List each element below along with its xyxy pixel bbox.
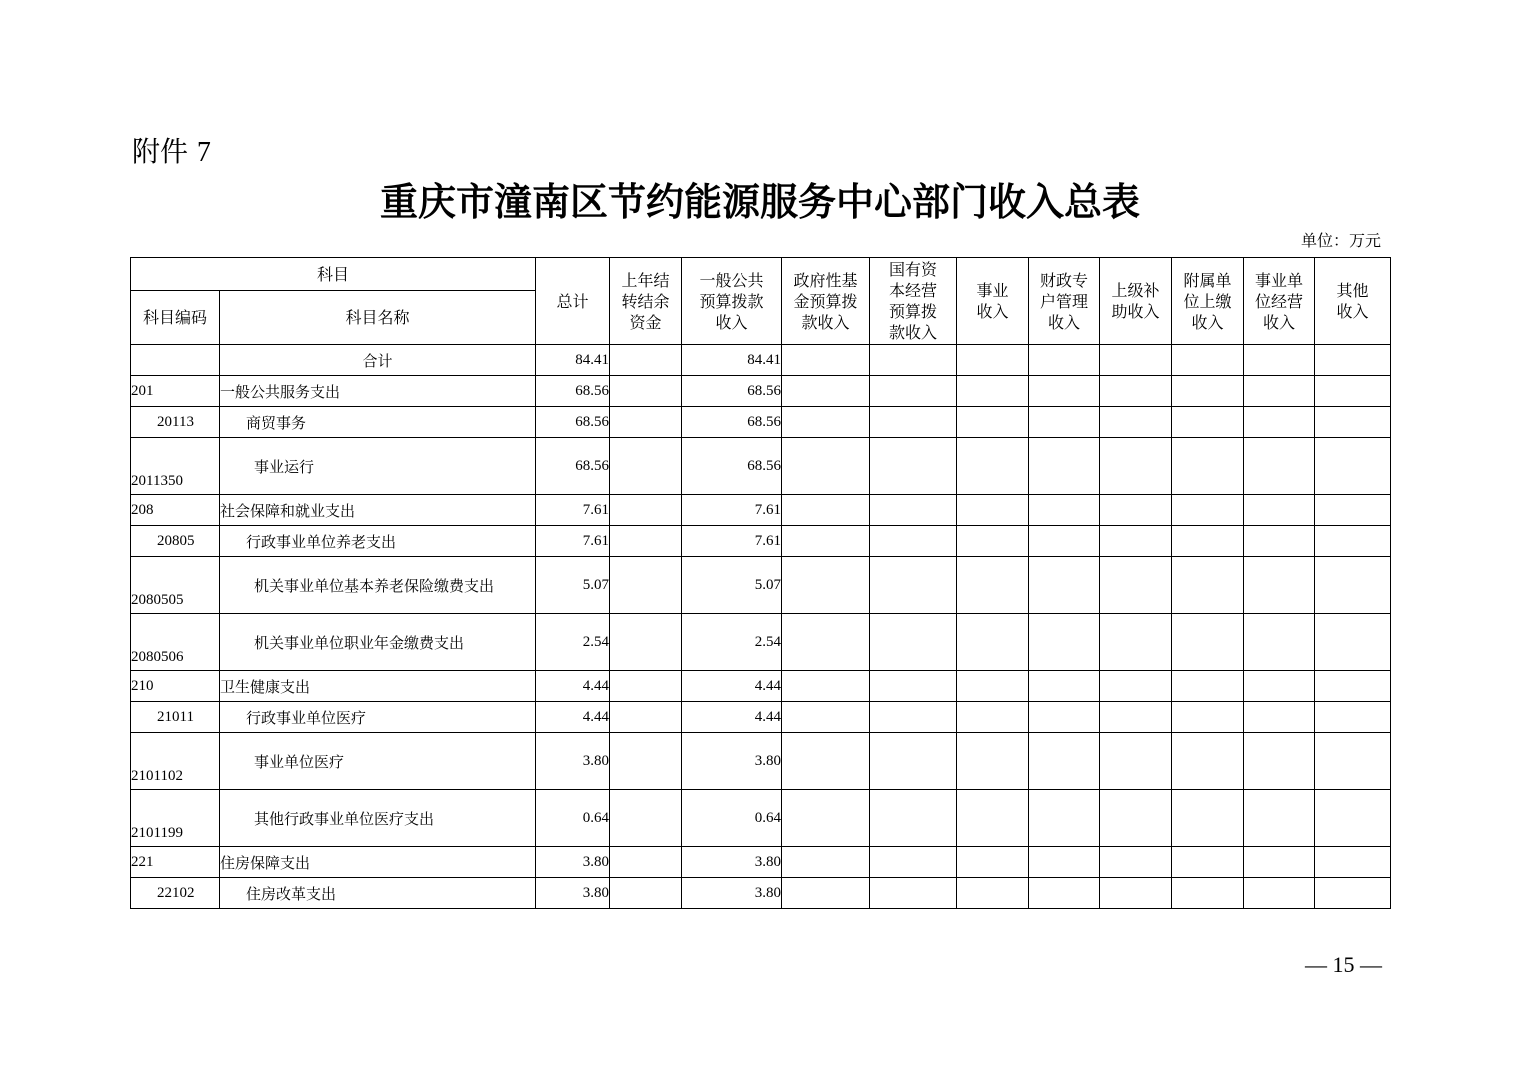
- empty-cell: [782, 790, 870, 847]
- general-budget-cell: 84.41: [682, 345, 782, 376]
- column-header-line: 其他: [1336, 281, 1369, 300]
- carryover-cell: [610, 495, 682, 526]
- column-header-line: 本经营: [888, 281, 937, 300]
- column-header-line: 收入: [1047, 312, 1080, 332]
- empty-cell: [1244, 407, 1315, 438]
- table-row: [131, 438, 1391, 495]
- subject-code-cell: 2101102: [131, 733, 220, 790]
- subject-name-cell: 机关事业单位基本养老保险缴费支出: [220, 557, 536, 614]
- column-header-line: 户管理: [1039, 291, 1088, 311]
- empty-cell: [1315, 407, 1391, 438]
- empty-cell: [1100, 376, 1172, 407]
- subject-name-cell: 社会保障和就业支出: [220, 495, 536, 526]
- empty-cell: [870, 438, 957, 495]
- general-budget-cell: 68.56: [682, 438, 782, 495]
- empty-cell: [1244, 733, 1315, 790]
- empty-cell: [1315, 614, 1391, 671]
- empty-cell: [782, 345, 870, 376]
- subject-name-cell: 卫生健康支出: [220, 671, 536, 702]
- subject-code-cell: 2101199: [131, 790, 220, 847]
- empty-cell: [870, 526, 957, 557]
- empty-cell: [1100, 671, 1172, 702]
- empty-cell: [1029, 345, 1100, 376]
- empty-cell: [782, 438, 870, 495]
- column-header-line: 上级补: [1111, 281, 1160, 300]
- carryover-cell: [610, 702, 682, 733]
- column-header-line: 款收入: [888, 323, 937, 342]
- subject-code-cell: 208: [131, 495, 220, 526]
- subject-code-cell: 20805: [131, 526, 220, 557]
- empty-cell: [1029, 878, 1100, 909]
- empty-cell: [782, 376, 870, 407]
- subject-name-cell: 一般公共服务支出: [220, 376, 536, 407]
- empty-cell: [870, 614, 957, 671]
- subject-code-header: 科目编码: [131, 291, 220, 345]
- carryover-cell: [610, 790, 682, 847]
- empty-cell: [870, 733, 957, 790]
- total-cell: 68.56: [536, 407, 610, 438]
- empty-cell: [870, 376, 957, 407]
- general-budget-cell: 68.56: [682, 407, 782, 438]
- subject-code-cell: 221: [131, 847, 220, 878]
- empty-cell: [782, 614, 870, 671]
- column-header: [536, 258, 610, 345]
- table-row: [131, 407, 1391, 438]
- empty-cell: [957, 407, 1029, 438]
- empty-cell: [1100, 345, 1172, 376]
- column-header-line: 助收入: [1111, 302, 1160, 321]
- subject-name-cell: 商贸事务: [220, 407, 536, 438]
- empty-cell: [1029, 376, 1100, 407]
- total-cell: 4.44: [536, 671, 610, 702]
- empty-cell: [957, 376, 1029, 407]
- carryover-cell: [610, 671, 682, 702]
- table-row: [131, 495, 1391, 526]
- total-cell: 68.56: [536, 376, 610, 407]
- column-header-line: 预算拨款: [699, 291, 764, 311]
- empty-cell: [782, 733, 870, 790]
- table-row: [131, 790, 1391, 847]
- column-header-line: 收入: [1262, 312, 1295, 332]
- empty-cell: [1315, 702, 1391, 733]
- column-header-line: 位经营: [1254, 291, 1303, 311]
- attachment-number: 7: [196, 137, 211, 168]
- empty-cell: [1172, 376, 1244, 407]
- empty-cell: [957, 345, 1029, 376]
- total-cell: 0.64: [536, 790, 610, 847]
- empty-cell: [870, 557, 957, 614]
- empty-cell: [1100, 407, 1172, 438]
- empty-cell: [782, 495, 870, 526]
- general-budget-cell: 3.80: [682, 847, 782, 878]
- column-header: [1029, 258, 1100, 345]
- attachment-text: 附件: [132, 135, 189, 168]
- column-header-line: 国有资: [888, 260, 937, 279]
- empty-cell: [870, 878, 957, 909]
- column-header-line: 总计: [556, 291, 589, 311]
- empty-cell: [1172, 847, 1244, 878]
- empty-cell: [957, 702, 1029, 733]
- subject-name-cell: 住房保障支出: [220, 847, 536, 878]
- carryover-cell: [610, 407, 682, 438]
- column-header-line: 款收入: [801, 312, 850, 332]
- column-header-line: 财政专: [1039, 270, 1088, 290]
- empty-cell: [1244, 526, 1315, 557]
- empty-cell: [1100, 878, 1172, 909]
- empty-cell: [1315, 376, 1391, 407]
- empty-cell: [957, 878, 1029, 909]
- empty-cell: [957, 847, 1029, 878]
- empty-cell: [1315, 671, 1391, 702]
- total-cell: 2.54: [536, 614, 610, 671]
- column-header: [1315, 258, 1391, 345]
- column-header-line: 收入: [1191, 312, 1224, 332]
- table-row: [131, 614, 1391, 671]
- total-cell: 5.07: [536, 557, 610, 614]
- total-cell: 3.80: [536, 847, 610, 878]
- subject-code-cell: 20113: [131, 407, 220, 438]
- general-budget-cell: 7.61: [682, 526, 782, 557]
- subject-name-cell: 其他行政事业单位医疗支出: [220, 790, 536, 847]
- empty-cell: [1029, 847, 1100, 878]
- empty-cell: [1172, 495, 1244, 526]
- empty-cell: [870, 495, 957, 526]
- empty-cell: [957, 614, 1029, 671]
- empty-cell: [1029, 526, 1100, 557]
- empty-cell: [1029, 495, 1100, 526]
- empty-cell: [1029, 614, 1100, 671]
- empty-cell: [1315, 878, 1391, 909]
- empty-cell: [1100, 614, 1172, 671]
- carryover-cell: [610, 526, 682, 557]
- empty-cell: [957, 671, 1029, 702]
- empty-cell: [1029, 557, 1100, 614]
- empty-cell: [1315, 790, 1391, 847]
- empty-cell: [1315, 847, 1391, 878]
- column-header-line: 事业: [976, 281, 1009, 300]
- empty-cell: [1315, 345, 1391, 376]
- subject-code-cell: 210: [131, 671, 220, 702]
- subject-code-cell: [131, 345, 220, 376]
- column-header-line: 事业单: [1254, 270, 1303, 290]
- column-header-line: 政府性基: [793, 270, 858, 290]
- column-header-line: 位上缴: [1183, 291, 1232, 311]
- total-cell: 3.80: [536, 878, 610, 909]
- column-header: [870, 258, 957, 345]
- general-budget-cell: 3.80: [682, 733, 782, 790]
- carryover-cell: [610, 345, 682, 376]
- empty-cell: [1244, 702, 1315, 733]
- subject-code-cell: 2011350: [131, 438, 220, 495]
- column-header-line: 上年结: [621, 270, 670, 290]
- page-number: — 15 —: [1305, 952, 1382, 977]
- table-header: [131, 258, 1391, 345]
- empty-cell: [1172, 733, 1244, 790]
- column-header-line: 收入: [715, 312, 748, 332]
- column-header: [610, 258, 682, 345]
- total-cell: 68.56: [536, 438, 610, 495]
- empty-cell: [782, 557, 870, 614]
- empty-cell: [782, 878, 870, 909]
- empty-cell: [1172, 438, 1244, 495]
- empty-cell: [1244, 847, 1315, 878]
- empty-cell: [870, 790, 957, 847]
- empty-cell: [1244, 557, 1315, 614]
- total-cell: 7.61: [536, 526, 610, 557]
- general-budget-cell: 0.64: [682, 790, 782, 847]
- column-header-line: 资金: [629, 312, 662, 332]
- empty-cell: [1315, 557, 1391, 614]
- empty-cell: [870, 345, 957, 376]
- empty-cell: [1029, 671, 1100, 702]
- general-budget-cell: 3.80: [682, 878, 782, 909]
- column-header-line: 金预算拨: [793, 291, 858, 311]
- empty-cell: [1029, 407, 1100, 438]
- table-row: [131, 847, 1391, 878]
- subject-code-cell: 2080506: [131, 614, 220, 671]
- table-row: [131, 733, 1391, 790]
- column-header-line: 附属单: [1183, 270, 1232, 290]
- carryover-cell: [610, 438, 682, 495]
- empty-cell: [957, 557, 1029, 614]
- empty-cell: [1100, 557, 1172, 614]
- general-budget-cell: 68.56: [682, 376, 782, 407]
- empty-cell: [1100, 847, 1172, 878]
- column-header: [957, 258, 1029, 345]
- empty-cell: [1172, 790, 1244, 847]
- empty-cell: [1244, 671, 1315, 702]
- empty-cell: [1029, 438, 1100, 495]
- empty-cell: [1315, 526, 1391, 557]
- empty-cell: [1244, 345, 1315, 376]
- carryover-cell: [610, 376, 682, 407]
- empty-cell: [1029, 702, 1100, 733]
- empty-cell: [1172, 878, 1244, 909]
- unit-label: 单位：万元: [1300, 231, 1381, 250]
- table-body: [131, 345, 1391, 909]
- general-budget-cell: 7.61: [682, 495, 782, 526]
- empty-cell: [1172, 671, 1244, 702]
- subject-code-cell: 201: [131, 376, 220, 407]
- empty-cell: [1100, 526, 1172, 557]
- subject-name-cell: 行政事业单位养老支出: [220, 526, 536, 557]
- empty-cell: [782, 671, 870, 702]
- empty-cell: [782, 702, 870, 733]
- empty-cell: [1315, 438, 1391, 495]
- empty-cell: [782, 407, 870, 438]
- empty-cell: [1172, 407, 1244, 438]
- column-header: [682, 258, 782, 345]
- empty-cell: [1244, 614, 1315, 671]
- column-header: [1100, 258, 1172, 345]
- subject-name-cell: 合计: [220, 345, 536, 376]
- empty-cell: [870, 702, 957, 733]
- general-budget-cell: 5.07: [682, 557, 782, 614]
- carryover-cell: [610, 733, 682, 790]
- subject-name-cell: 机关事业单位职业年金缴费支出: [220, 614, 536, 671]
- page-title: 重庆市潼南区节约能源服务中心部门收入总表: [379, 180, 1140, 224]
- general-budget-cell: 4.44: [682, 702, 782, 733]
- empty-cell: [1244, 376, 1315, 407]
- subject-name-cell: 住房改革支出: [220, 878, 536, 909]
- income-table: [130, 257, 1391, 909]
- empty-cell: [870, 671, 957, 702]
- column-header: [1172, 258, 1244, 345]
- carryover-cell: [610, 614, 682, 671]
- general-budget-cell: 2.54: [682, 614, 782, 671]
- empty-cell: [782, 847, 870, 878]
- empty-cell: [1172, 526, 1244, 557]
- total-cell: 7.61: [536, 495, 610, 526]
- empty-cell: [1315, 733, 1391, 790]
- subject-name-cell: 行政事业单位医疗: [220, 702, 536, 733]
- table-row: [131, 376, 1391, 407]
- table-row: [131, 878, 1391, 909]
- column-header-line: 收入: [1336, 302, 1369, 321]
- empty-cell: [1172, 702, 1244, 733]
- empty-cell: [1244, 790, 1315, 847]
- empty-cell: [1100, 733, 1172, 790]
- empty-cell: [1029, 790, 1100, 847]
- empty-cell: [1172, 557, 1244, 614]
- table-row: [131, 671, 1391, 702]
- column-header-line: 一般公共: [699, 270, 764, 290]
- empty-cell: [957, 733, 1029, 790]
- empty-cell: [870, 847, 957, 878]
- empty-cell: [1244, 438, 1315, 495]
- subject-code-cell: 2080505: [131, 557, 220, 614]
- column-header-line: 预算拨: [888, 302, 937, 321]
- column-header: [1244, 258, 1315, 345]
- empty-cell: [1244, 495, 1315, 526]
- total-cell: 4.44: [536, 702, 610, 733]
- carryover-cell: [610, 557, 682, 614]
- attachment-label: [132, 132, 211, 173]
- subject-name-header: 科目名称: [220, 291, 536, 345]
- empty-cell: [1100, 702, 1172, 733]
- general-budget-cell: 4.44: [682, 671, 782, 702]
- empty-cell: [1315, 495, 1391, 526]
- column-header: [782, 258, 870, 345]
- empty-cell: [1100, 495, 1172, 526]
- table-row: [131, 702, 1391, 733]
- empty-cell: [957, 526, 1029, 557]
- carryover-cell: [610, 878, 682, 909]
- subject-code-cell: 22102: [131, 878, 220, 909]
- subject-group-header: 科目: [131, 258, 536, 291]
- empty-cell: [957, 790, 1029, 847]
- total-cell: 3.80: [536, 733, 610, 790]
- subject-name-cell: 事业运行: [220, 438, 536, 495]
- carryover-cell: [610, 847, 682, 878]
- empty-cell: [957, 438, 1029, 495]
- column-header-line: 转结余: [621, 291, 670, 311]
- empty-cell: [1100, 438, 1172, 495]
- table-row: [131, 526, 1391, 557]
- empty-cell: [1244, 878, 1315, 909]
- empty-cell: [1172, 345, 1244, 376]
- empty-cell: [870, 407, 957, 438]
- empty-cell: [957, 495, 1029, 526]
- column-header-line: 收入: [976, 302, 1009, 321]
- empty-cell: [1100, 790, 1172, 847]
- empty-cell: [1029, 733, 1100, 790]
- empty-cell: [1172, 614, 1244, 671]
- empty-cell: [782, 526, 870, 557]
- subject-code-cell: 21011: [131, 702, 220, 733]
- table-row: [131, 345, 1391, 376]
- total-cell: 84.41: [536, 345, 610, 376]
- table-row: [131, 557, 1391, 614]
- subject-name-cell: 事业单位医疗: [220, 733, 536, 790]
